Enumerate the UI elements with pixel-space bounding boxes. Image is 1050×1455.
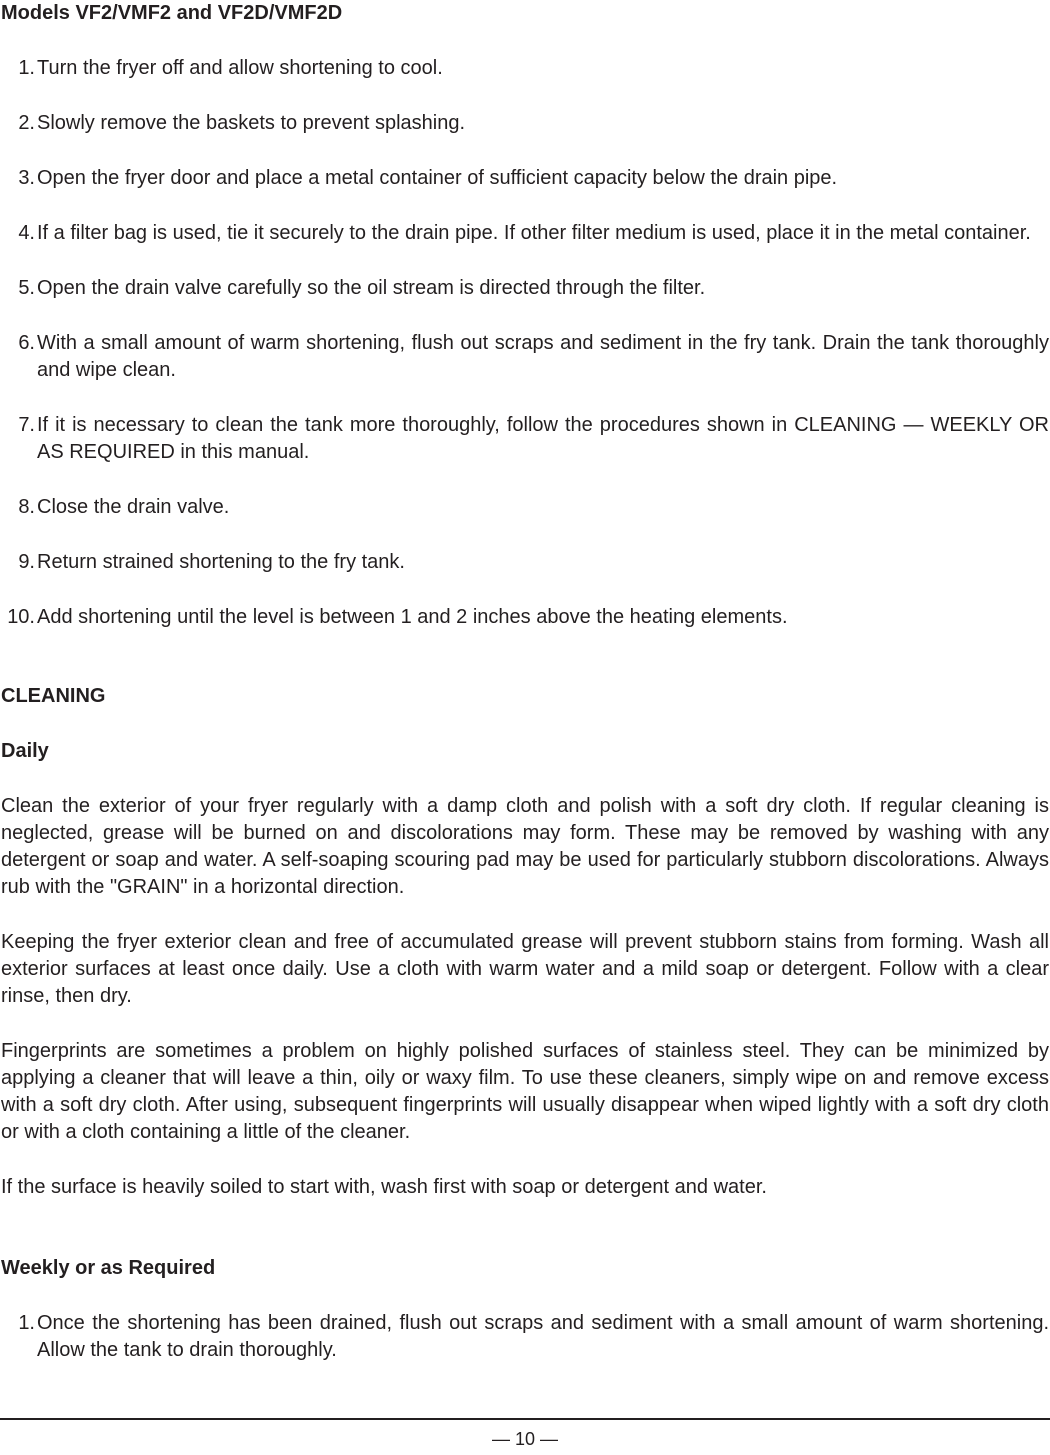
step-number: 9. [18,551,35,573]
draining-step [1,55,1049,82]
step-text: Return strained shortening to the fry tank. [37,551,405,573]
footer-divider [0,1418,1050,1420]
section-spacer [1,1229,1049,1255]
step-number: 6. [18,332,35,354]
step-text: Slowly remove the baskets to prevent splashing. [37,112,465,134]
daily-paragraph: Keeping the fryer exterior clean and free of accumulated grease will prevent stubborn stains from forming. Wash all exterior surfaces at least once daily. Use a cloth with warm water and a mild soap or detergent. Follow with a clear rinse, then dry. [1,931,1049,1007]
step-number: 3. [18,167,35,189]
step-text: With a small amount of warm shortening, flush out scraps and sediment in the fry tank. Drain the tank thoroughly and wipe clean. [37,332,1049,381]
step-number: 1. [18,1312,35,1334]
weekly-step [1,1310,1049,1364]
step-number: 4. [18,222,35,244]
draining-step [1,549,1049,576]
step-number: 7. [18,414,35,436]
cleaning-heading: CLEANING [1,685,106,707]
draining-step [1,412,1049,466]
draining-step [1,275,1049,302]
weekly-heading: Weekly or as Required [1,1257,216,1279]
draining-steps-list [1,55,1049,631]
daily-paragraph: Fingerprints are sometimes a problem on highly polished surfaces of stainless steel. They can be minimized by applying a cleaner that will leave a thin, oily or waxy film. To use these cleaners, simply wipe on and remove excess with a soft dry cloth. After using, subsequent fingerprints will usually disappear when wiped lightly with a soft dry cloth or with a cloth containing a little of the cleaner. [1,1040,1049,1143]
draining-step [1,165,1049,192]
draining-step [1,220,1049,247]
daily-heading: Daily [1,740,49,762]
models-heading: Models VF2/VMF2 and VF2D/VMF2D [1,2,343,24]
page-number: — 10 — [491,1429,559,1449]
daily-paragraph: Clean the exterior of your fryer regularly with a damp cloth and polish with a soft dry cloth. If regular cleaning is neglected, grease will be burned on and discolorations may form. These may be removed by washing with any detergent or soap and water. A self-soaping scouring pad may be used for particularly stubborn discolorations. Always rub with the "GRAIN" in a horizontal direction. [1,795,1049,898]
step-number: 5. [18,277,35,299]
weekly-steps-list [1,1310,1049,1364]
step-text: If a filter bag is used, tie it securely to the drain pipe. If other filter medium is used, place it in the metal container. [37,222,1031,244]
step-number: 2. [18,112,35,134]
step-number: 10. [7,606,35,628]
step-text: Open the drain valve carefully so the oil stream is directed through the filter. [37,277,706,299]
step-number: 8. [18,496,35,518]
step-number: 1. [18,57,35,79]
step-text: Open the fryer door and place a metal container of sufficient capacity below the drain pipe. [37,167,838,189]
step-text: Add shortening until the level is between 1 and 2 inches above the heating elements. [37,606,788,628]
draining-step [1,604,1049,631]
step-text: If it is necessary to clean the tank more thoroughly, follow the procedures shown in CLEANING — WEEKLY OR AS REQUIRED in this manual. [37,414,1049,463]
step-text: Close the drain valve. [37,496,230,518]
draining-step [1,494,1049,521]
page-content [1,0,1049,1392]
step-text: Turn the fryer off and allow shortening to cool. [37,57,443,79]
draining-step [1,330,1049,384]
daily-paragraph: If the surface is heavily soiled to start with, wash first with soap or detergent and water. [1,1176,767,1198]
draining-step [1,110,1049,137]
step-text: Once the shortening has been drained, flush out scraps and sediment with a small amount of warm shortening. Allow the tank to drain thoroughly. [37,1312,1049,1361]
section-spacer [1,659,1049,683]
